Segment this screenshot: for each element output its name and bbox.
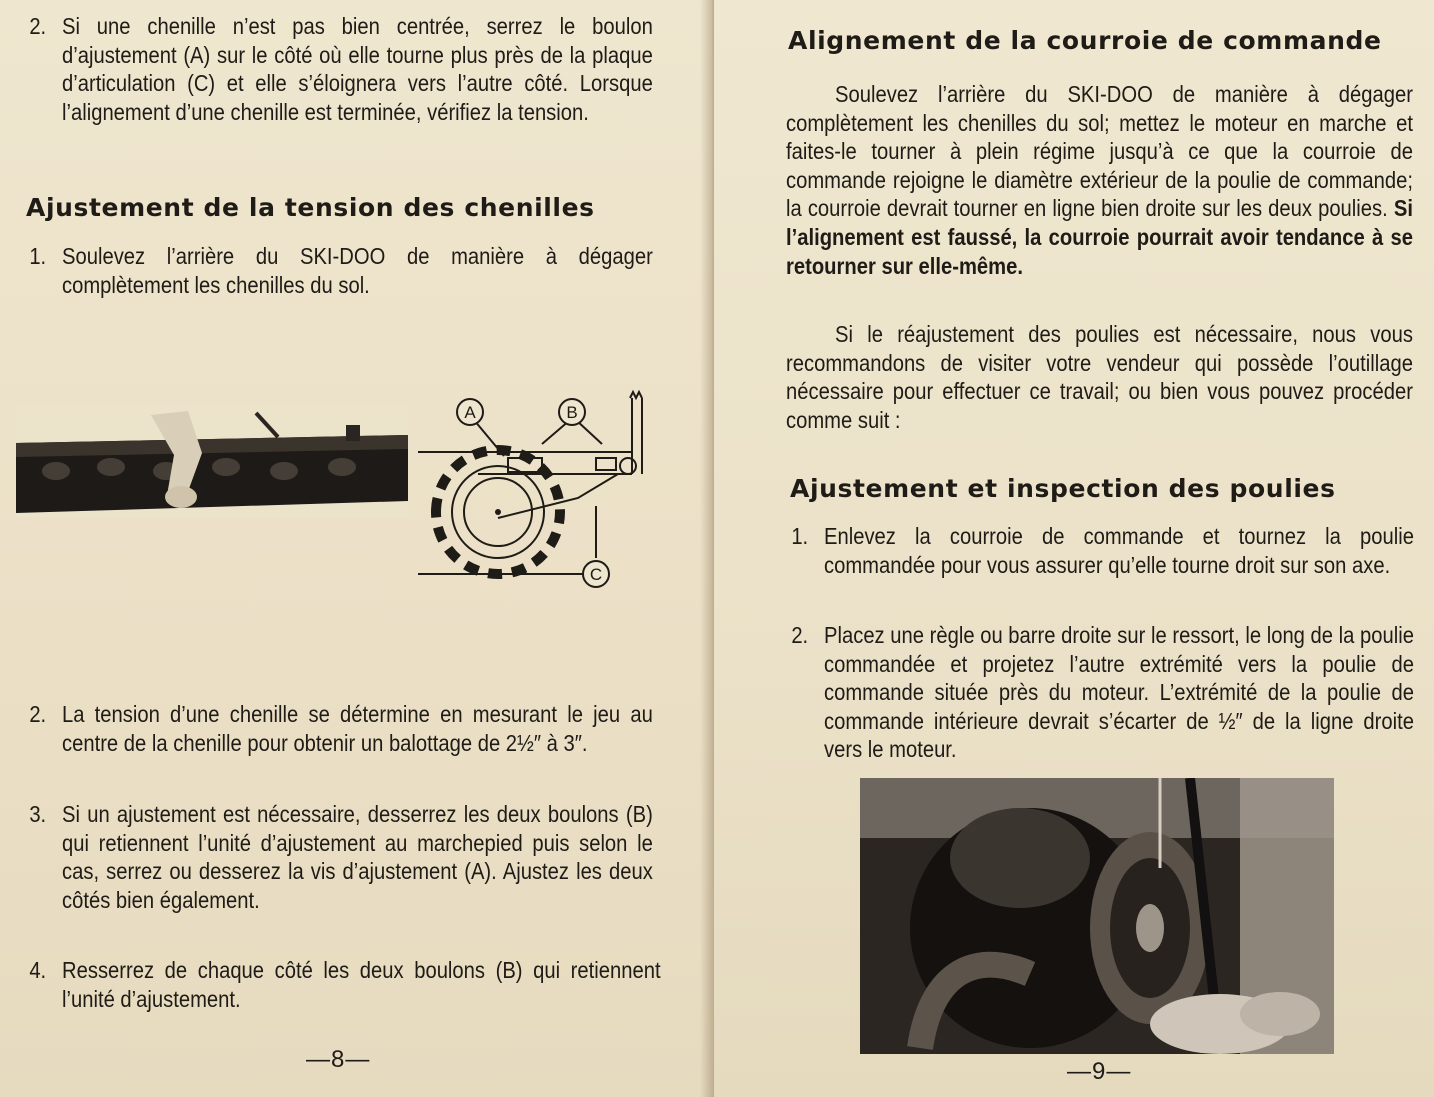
item-number: 2. bbox=[29, 13, 47, 39]
item-text: La tension d’une chenille se détermine en mesurant le jeu au centre de la chenille pour obtenir un balottage de 2½″ à 3″. bbox=[62, 701, 653, 756]
item-text: Enlevez la courroie de commande et tournez la poulie commandée pour vous assurer qu’elle tourne droit sur son axe. bbox=[824, 523, 1414, 578]
item-number: 2. bbox=[29, 701, 47, 727]
page-number-left: —8— bbox=[306, 1046, 371, 1073]
paragraph-text: Si le réajustement des poulies est nécessaire, nous vous recommandons de visiter votre vendeur qui possède l’outillage nécessaire pour effectuer ce travail; ou bien vous pouvez procéder comme suit : bbox=[786, 321, 1413, 433]
item-number: 2. bbox=[791, 622, 809, 648]
diagram-label-b: B bbox=[566, 403, 578, 422]
page-number-right: —9— bbox=[1067, 1058, 1132, 1085]
item-number: 1. bbox=[29, 243, 47, 269]
right-paragraph-1 bbox=[786, 80, 1413, 280]
item-text: Soulevez l’arrière du SKI-DOO de manière à dégager complètement les chenilles du sol. bbox=[62, 243, 653, 298]
track-photo bbox=[16, 405, 408, 517]
paragraph-warning: Si l’alignement est faussé, la courroie pourrait avoir tendance à se retourner sur elle-même. bbox=[786, 195, 1413, 279]
right-paragraph-2 bbox=[786, 320, 1413, 434]
left-item-4 bbox=[29, 956, 661, 1013]
left-item-1 bbox=[29, 242, 653, 299]
item-number: 1. bbox=[791, 523, 809, 549]
right-heading-pulleys: Ajustement et inspection des poulies bbox=[790, 474, 1336, 503]
left-section-heading: Ajustement de la tension des chenilles bbox=[26, 193, 595, 222]
item-number: 4. bbox=[29, 957, 47, 983]
right-heading-belt-alignment: Alignement de la courroie de commande bbox=[788, 26, 1382, 55]
diagram-label-c: C bbox=[589, 565, 603, 584]
item-text: Placez une règle ou barre droite sur le ressort, le long de la poulie commandée et projetez l’autre extrémité vers la poulie de commande située près du moteur. L’extrémité de la poulie de commande intérieure devrait s’écarter de ½″ de la ligne droite vers le moteur. bbox=[824, 622, 1414, 763]
left-item-2 bbox=[29, 700, 653, 757]
item-text: Si un ajustement est nécessaire, desserrez les deux boulons (B) qui retiennent l’unité d’ajustement au marchepied puis selon le cas, serrez ou desserez la vis d’ajustement (A). Ajustez les deux côtés bien également. bbox=[62, 801, 653, 913]
tension-diagram-image bbox=[418, 388, 680, 600]
diagram-label-a: A bbox=[464, 403, 476, 422]
left-item-2-top bbox=[29, 12, 653, 126]
left-item-3 bbox=[29, 800, 653, 914]
right-item-1 bbox=[791, 522, 1414, 579]
item-text: Si une chenille n’est pas bien centrée, serrez le boulon d’ajustement (A) sur le côté où elle tourne plus près de la plaque d’articulation (C) et elle s’éloignera vers l’autre côté. Lorsque l’alignement d’une chenille est terminée, vérifiez la tension. bbox=[62, 13, 653, 125]
tension-diagram bbox=[418, 388, 680, 600]
right-item-2 bbox=[791, 621, 1414, 764]
pulley-photo-image bbox=[860, 778, 1334, 1054]
left-page bbox=[0, 0, 712, 1097]
pulley-photo bbox=[860, 778, 1334, 1054]
paragraph-text: Soulevez l’arrière du SKI-DOO de manière à dégager complètement les chenilles du sol; mettez le moteur en marche et faites-le tourner à plein régime jusqu’à ce que la courroie de commande rejoigne le diamètre extérieur de la poulie de commande; la courroie devrait tourner en ligne bien droite sur les deux poulies. bbox=[786, 81, 1413, 222]
right-page bbox=[714, 0, 1434, 1097]
item-text: Resserrez de chaque côté les deux boulons (B) qui retiennent l’unité d’ajustement. bbox=[62, 957, 661, 1012]
item-number: 3. bbox=[29, 801, 47, 827]
track-photo-image bbox=[16, 405, 408, 517]
